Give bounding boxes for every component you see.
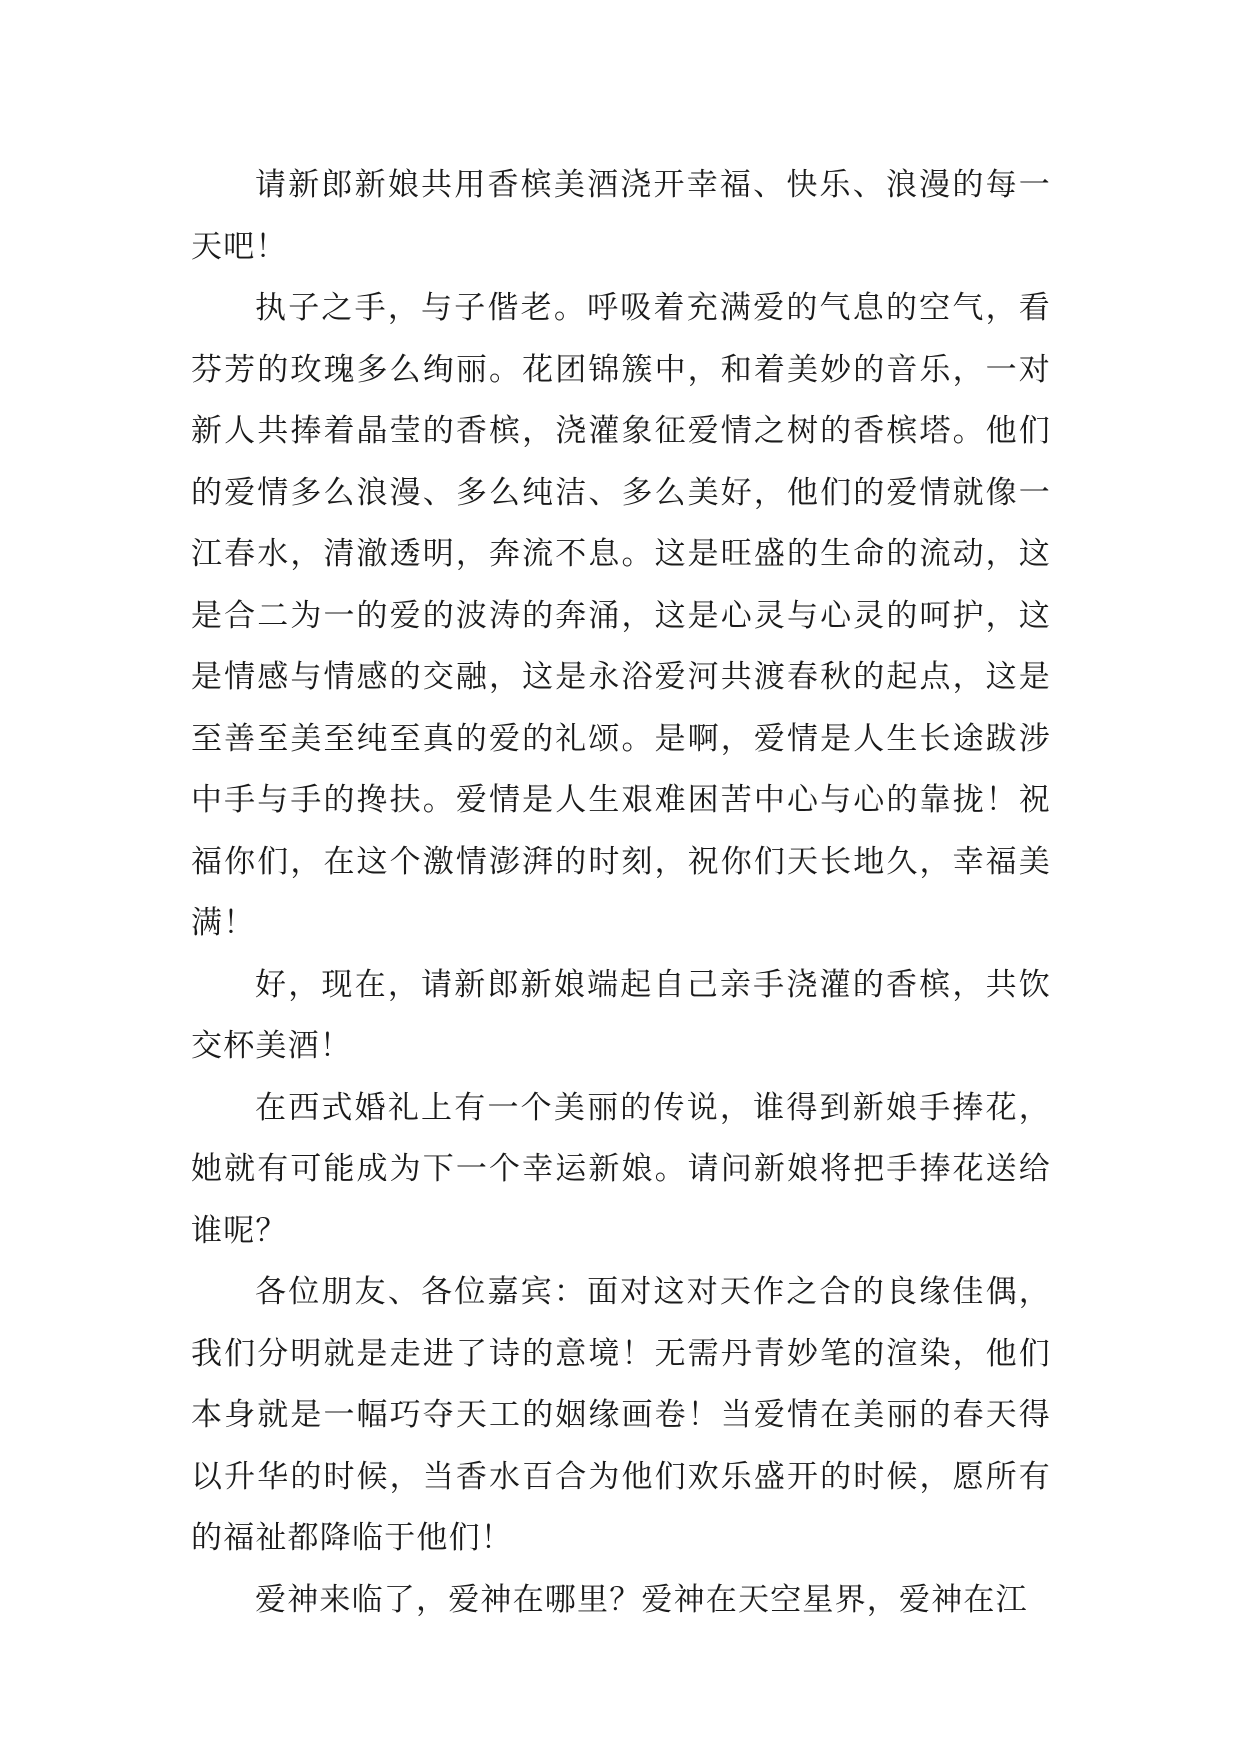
paragraph-5: 各位朋友、各位嘉宾：面对这对天作之合的良缘佳偶，我们分明就是走进了诗的意境！无需丹青妙笔的渲染，他们本身就是一幅巧夺天工的姻缘画卷！当爱情在美丽的春天得以升华的时候，当香水百合为他们欢乐盛开的时候，愿所有的福祉都降临于他们！ <box>191 1274 1051 1556</box>
paragraph-3: 好，现在，请新郎新娘端起自己亲手浇灌的香槟，共饮交杯美酒！ <box>191 966 1051 1064</box>
paragraph-4: 在西式婚礼上有一个美丽的传说，谁得到新娘手捧花，她就有可能成为下一个幸运新娘。请问新娘将把手捧花送给谁呢？ <box>191 1089 1051 1249</box>
paragraph-6: 爱神来临了，爱神在哪里？爱神在天空星界，爱神在江 <box>255 1581 1028 1618</box>
paragraph-1: 请新郎新娘共用香槟美酒浇开幸福、快乐、浪漫的每一天吧！ <box>191 167 1051 265</box>
document-body <box>191 155 1051 1631</box>
paragraph-2: 执子之手，与子偕老。呼吸着充满爱的气息的空气，看芬芳的玫瑰多么绚丽。花团锦簇中，和着美妙的音乐，一对新人共捧着晶莹的香槟，浇灌象征爱情之树的香槟塔。他们的爱情多么浪漫、多么纯洁、多么美好，他们的爱情就像一江春水，清澈透明，奔流不息。这是旺盛的生命的流动，这是合二为一的爱的波涛的奔涌，这是心灵与心灵的呵护，这是情感与情感的交融，这是永浴爱河共渡春秋的起点，这是至善至美至纯至真的爱的礼颂。是啊，爱情是人生长途跋涉中手与手的搀扶。爱情是人生艰难困苦中心与心的靠拢！祝福你们，在这个激情澎湃的时刻，祝你们天长地久，幸福美满！ <box>191 290 1051 941</box>
